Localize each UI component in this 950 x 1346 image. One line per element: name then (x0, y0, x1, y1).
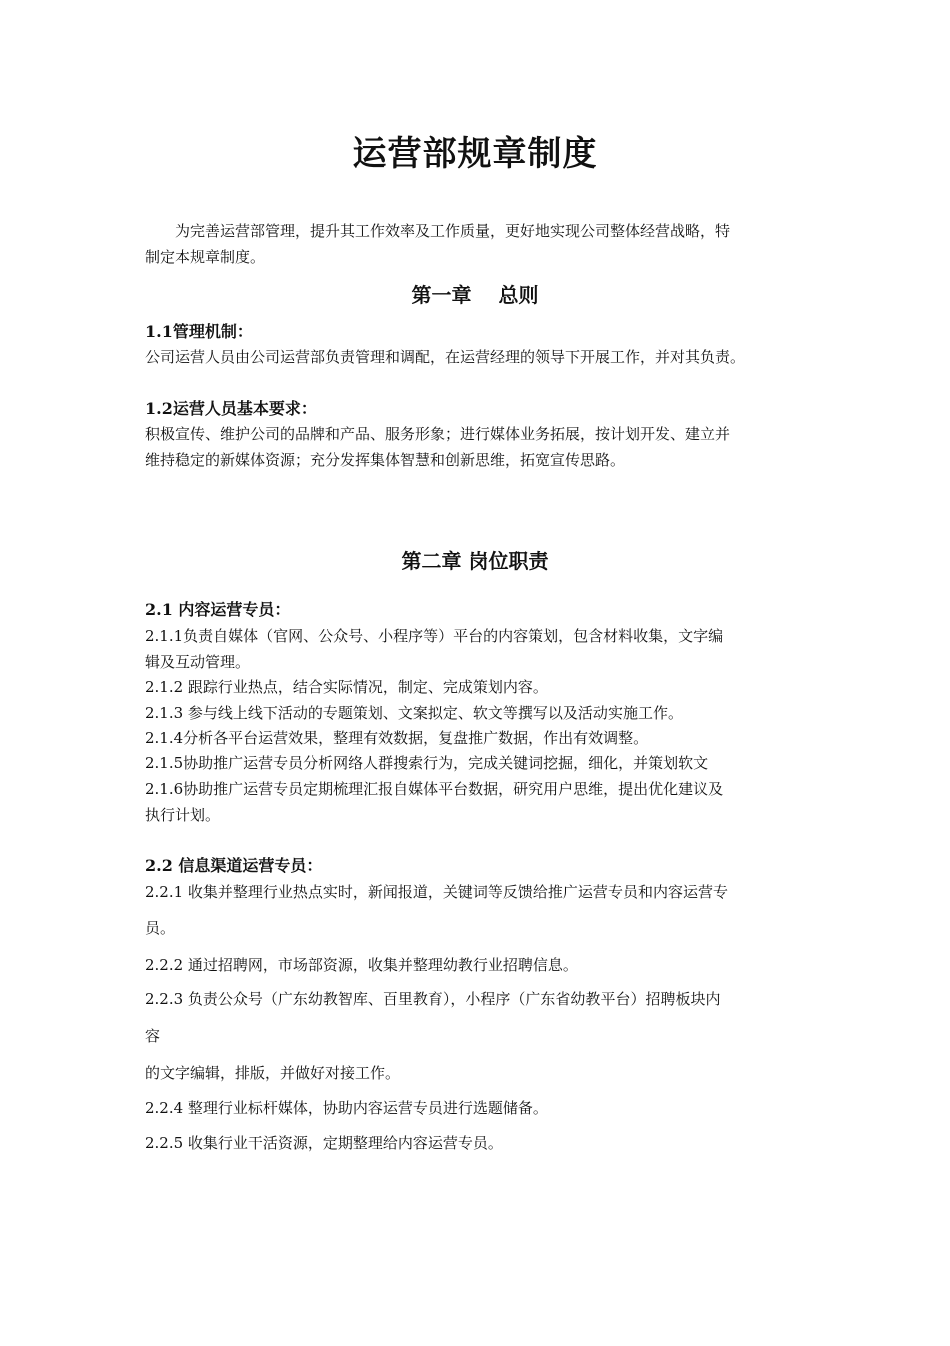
section-2-1-line: 辑及互动管理。 (145, 653, 251, 671)
section-2-1-line: 2.1.6协助推广运营专员定期梳理汇报自媒体平台数据，研究用户思维，提出优化建议及 (145, 780, 724, 798)
section-1-2-heading: 1.2运营人员基本要求： (145, 399, 317, 418)
section-1-2-line-1: 积极宣传、维护公司的品牌和产品、服务形象；进行媒体业务拓展，按计划开发、建立并 (145, 425, 731, 443)
document-title: 运营部规章制度 (352, 134, 598, 174)
section-2-2-line: 的文字编辑，排版，并做好对接工作。 (145, 1064, 401, 1082)
section-2-1-line: 2.1.5协助推广运营专员分析网络人群搜索行为，完成关键词挖掘，细化，并策划软文 (145, 754, 709, 772)
section-2-1-heading: 2.1 内容运营专员： (145, 600, 291, 619)
section-1-1-heading: 1.1管理机制： (145, 322, 253, 341)
section-1-1-text: 公司运营人员由公司运营部负责管理和调配，在运营经理的领导下开展工作，并对其负责。 (145, 348, 746, 366)
section-2-2-line: 2.2.3 负责公众号（广东幼教智库、百里教育），小程序（广东省幼教平台）招聘板块内 (145, 990, 721, 1008)
section-2-1-line: 2.1.4分析各平台运营效果，整理有效数据，复盘推广数据，作出有效调整。 (145, 729, 649, 747)
chapter-2-heading: 第二章 岗位职责 (401, 549, 549, 573)
section-2-2-line: 2.2.4 整理行业标杆媒体，协助内容运营专员进行选题储备。 (145, 1099, 548, 1117)
section-1-2-line-2: 维持稳定的新媒体资源；充分发挥集体智慧和创新思维，拓宽宣传思路。 (145, 451, 626, 469)
section-2-2-line: 容 (145, 1027, 161, 1045)
section-2-1-line: 执行计划。 (145, 806, 221, 824)
section-2-2-heading: 2.2 信息渠道运营专员： (145, 856, 323, 875)
section-2-2-line: 2.2.5 收集行业干活资源，定期整理给内容运营专员。 (145, 1134, 503, 1152)
section-2-1-line: 2.1.1负责自媒体（官网、公众号、小程序等）平台的内容策划，包含材料收集，文字编 (145, 627, 724, 645)
intro-line-2: 制定本规章制度。 (145, 248, 266, 266)
intro-line-1: 为完善运营部管理，提升其工作效率及工作质量，更好地实现公司整体经营战略，特 (175, 222, 731, 240)
section-2-2-line: 员。 (145, 919, 176, 937)
section-2-2-line: 2.2.1 收集并整理行业热点实时，新闻报道，关键词等反馈给推广运营专员和内容运营专 (145, 883, 728, 901)
section-2-1-line: 2.1.2 跟踪行业热点，结合实际情况，制定、完成策划内容。 (145, 678, 548, 696)
section-2-1-line: 2.1.3 参与线上线下活动的专题策划、文案拟定、软文等撰写以及活动实施工作。 (145, 704, 683, 722)
section-2-2-line: 2.2.2 通过招聘网，市场部资源，收集并整理幼教行业招聘信息。 (145, 956, 578, 974)
chapter-1-heading: 第一章 总则 (411, 283, 539, 307)
